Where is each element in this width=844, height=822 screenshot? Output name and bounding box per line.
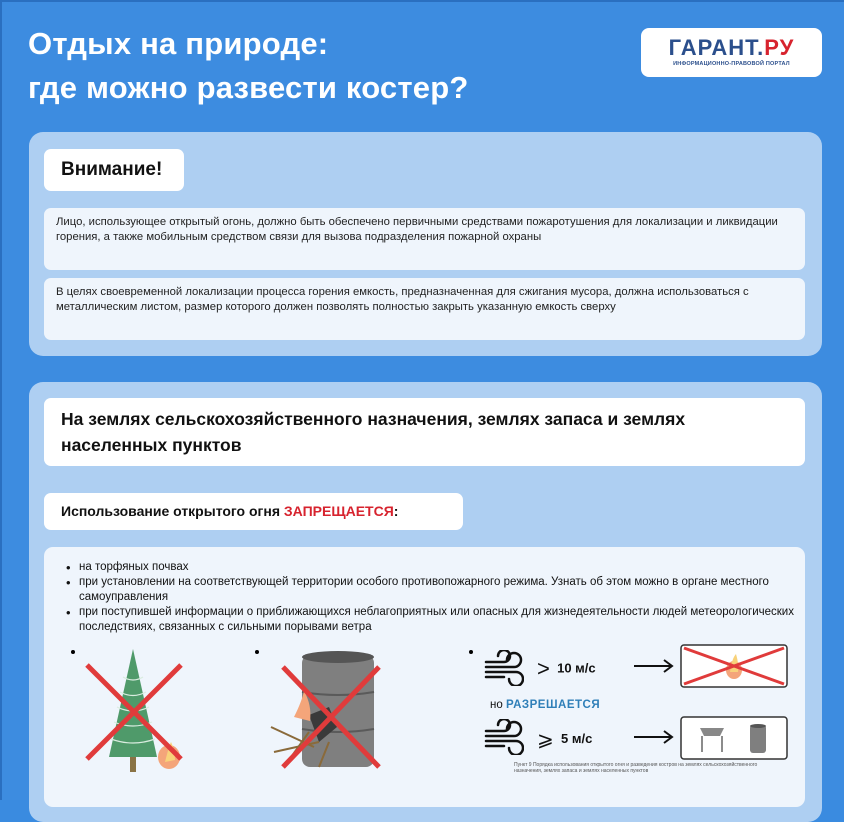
logo-subtitle: ИНФОРМАЦИОННО-ПРАВОВОЙ ПОРТАЛ: [673, 61, 790, 67]
bullet-dot: [255, 650, 259, 654]
title-line-1: Отдых на природе:: [28, 26, 329, 61]
ban-heading: Использование открытого огня ЗАПРЕЩАЕТСЯ:: [44, 493, 463, 530]
ban-word: ЗАПРЕЩАЕТСЯ: [283, 503, 394, 519]
garant-logo[interactable]: [641, 28, 822, 77]
attention-heading: Внимание!: [44, 149, 184, 191]
lands-panel: [29, 382, 822, 822]
bullet-dot: [469, 650, 473, 654]
bullet-dot: [71, 650, 75, 654]
allowed-note: но РАЗРЕШАЕТСЯ: [490, 699, 601, 711]
ban-list-card: [44, 547, 805, 807]
crossed-tree-fire-icon: [79, 647, 189, 772]
list-item: • при установлении на соответствующей территории особого противопожарного режима. Узнать об этом можно в органе местного самоуправления: [66, 575, 805, 605]
page-title: [28, 22, 468, 110]
logo-wordmark: ГАРАНТ.РУ: [668, 35, 795, 60]
attention-note: В целях своевременной локализации процесса горения емкость, предназначенная для сжигания мусора, должна использоваться с металлическим листом, размер которого должен позволять полностью закрыть указанную емкость сверху: [44, 278, 805, 340]
crossed-barrel-fire-icon: [269, 647, 389, 777]
title-line-2: где можно развести костер?: [28, 70, 469, 105]
list-item: • на торфяных почвах: [66, 560, 805, 575]
arrow-right-icon: [634, 659, 676, 673]
wind-icon: [484, 650, 524, 686]
crossed-fire-icon: [680, 644, 788, 688]
wind-icon: [484, 719, 524, 755]
lands-heading: На землях сельскохозяйственного назначения, землях запаса и землях населенных пунктов: [44, 398, 805, 466]
attention-panel: [29, 132, 822, 356]
list-item: • при поступившей информации о приближающихся неблагоприятных или опасных для жизнедеятельности людей метеорологических последствиях, связанных с сильными порывами ветра: [66, 605, 805, 635]
footnote: Пункт 9 Порядка использования открытого огня и разведения костров на землях сельскохозяйственного назначения, землях запаса и землях населенных пунктов: [514, 762, 758, 774]
wind-speed-rule: > 10 м/с: [537, 656, 596, 681]
attention-note: Лицо, использующее открытый огонь, должно быть обеспечено первичными средствами пожаротушения для локализации и ликвидации горения, а также мобильным средством связи для вызова подразделения пожарной охраны: [44, 208, 805, 270]
wind-speed-rule: ⩾ 5 м/с: [537, 729, 593, 751]
arrow-right-icon: [634, 730, 676, 744]
ban-list: [66, 560, 805, 635]
grill-and-barrel-icon: [680, 716, 788, 760]
allowed-word: РАЗРЕШАЕТСЯ: [505, 699, 601, 711]
